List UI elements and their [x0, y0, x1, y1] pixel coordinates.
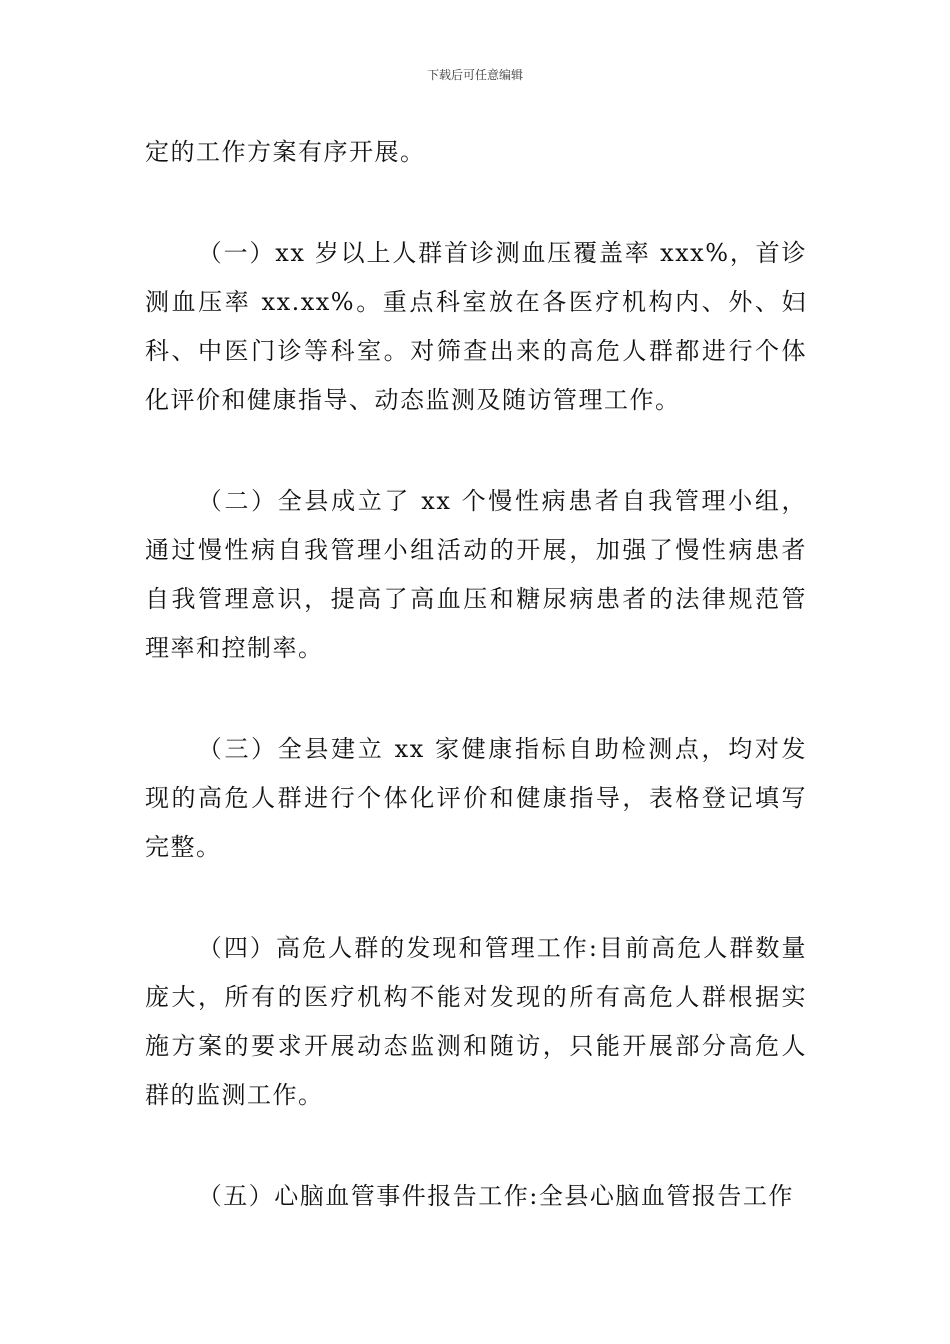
paragraph-item-3: （三）全县建立 xx 家健康指标自助检测点，均对发现的高危人群进行个体化评价和健康指导，表格登记填写完整。 [145, 735, 807, 861]
document-body [145, 128, 807, 1273]
paragraph-item-2: （二）全县成立了 xx 个慢性病患者自我管理小组，通过慢性病自我管理小组活动的开展，加强了慢性病患者自我管理意识，提高了高血压和糖尿病患者的法律规范管理率和控制率。 [145, 487, 807, 662]
paragraph-continuation: 定的工作方案有序开展。 [145, 138, 426, 166]
paragraph-item-1: （一）xx 岁以上人群首诊测血压覆盖率 xxx%，首诊测血压率 xx.xx%。重点科室放在各医疗机构内、外、妇科、中医门诊等科室。对筛查出来的高危人群都进行个体化评价和健康指导、动态监测及随访管理工作。 [145, 239, 807, 414]
paragraph-item-4: （四）高危人群的发现和管理工作:目前高危人群数量庞大，所有的医疗机构不能对发现的所有高危人群根据实施方案的要求开展动态监测和随访，只能开展部分高危人群的监测工作。 [145, 934, 807, 1109]
paragraph-item-5: （五）心脑血管事件报告工作:全县心脑血管报告工作 [197, 1182, 794, 1210]
page-header-note: 下载后可任意编辑 [426, 68, 523, 82]
